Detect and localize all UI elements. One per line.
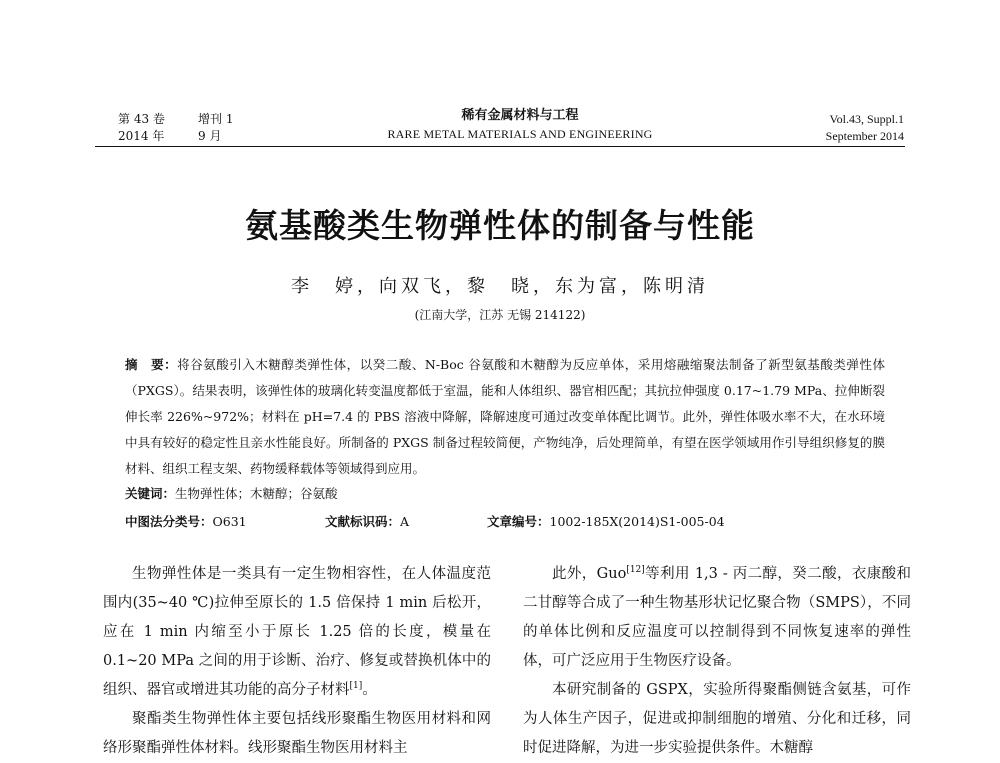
year-cn: 2014 年 [118,129,165,143]
abstract [125,352,885,482]
body-paragraph: 本研究制备的 GSPX，实验所得聚酯侧链含氨基，可作为人体生产因子，促进或抑制细胞的增殖、分化和迁移，同时促进降解，为进一步实验提供条件。木糖醇 [523,682,911,756]
keywords-text: 生物弹性体；木糖醇；谷氨酸 [175,486,338,501]
body-column-right [523,560,911,763]
citation: [1] [349,681,363,692]
citation: [12] [626,565,645,576]
clc-value: O631 [212,514,247,529]
abstract-text: 将谷氨酸引入木糖醇类弹性体，以癸二酸、N-Boc 谷氨酸和木糖醇为反应单体，采用熔融缩聚法制备了新型氨基酸类弹性体（PXGS）。结果表明，该弹性体的玻璃化转变温度都低于室温，能和人体组织、器官相匹配；其抗拉伸强度 0.17~1.79 MPa、拉伸断裂伸长率 226%~972%；材料在 pH=7.4 的 PBS 溶液中降解，降解速度可通过改变单体配比调节。此外，弹性体吸水率不大，在水环境中具有较好的稳定性且亲水性能良好。所制备的 PXGS 制备过程较简便，产物纯净，后处理简单，有望在医学领域用作引导组织修复的膜材料、组织工程支架、药物缓释载体等领域得到应用。 [125,357,885,476]
doc-label: 文献标识码： [325,514,401,529]
doc-value: A [400,514,410,529]
paper-authors: 李 婷，向双飞，黎 晓，东为富，陈明清 [291,276,709,297]
paper-title: 氨基酸类生物弹性体的制备与性能 [245,206,755,245]
clc-label: 中图法分类号： [125,514,213,529]
clc-code [125,512,247,532]
keywords-label: 关键词： [125,486,176,501]
abstract-label: 摘 要： [125,357,178,372]
document-code [325,512,410,532]
header-rule [95,146,905,147]
volume-cn: 第 43 卷 [118,112,165,126]
date-en: September 2014 [825,129,904,143]
keywords [125,484,338,504]
journal-name-cn: 稀有金属材料与工程 [461,108,579,123]
body-paragraph: 此外，Guo[12]等利用 1,3 - 丙二醇，癸二酸，衣康酸和二甘醇等合成了一种生物基形状记忆聚合物（SMPS），不同的单体比例和反应温度可以控制得到不同恢复速率的弹性体，可广泛应用于生物医疗设备。 [523,565,911,669]
journal-name-en: RARE METAL MATERIALS AND ENGINEERING [387,127,653,141]
journal-volume-info [118,111,233,145]
issue-cn: 增刊 1 [198,112,234,126]
article-label: 文章编号： [487,514,550,529]
volume-en: Vol.43, Suppl.1 [829,112,904,126]
journal-name [360,107,680,143]
author-affiliation: (江南大学，江苏 无锡 214122) [414,308,586,322]
body-paragraph: 聚酯类生物弹性体主要包括线形聚酯生物医用材料和网络形聚酯弹性体材料。线形聚酯生物医用材料主 [103,711,491,756]
body-column-left [103,560,491,763]
article-number [487,512,725,532]
journal-volume-info-en [826,111,904,145]
body-paragraph: 生物弹性体是一类具有一定生物相容性，在人体温度范围内(35~40 ℃)拉伸至原长的 1.5 倍保持 1 min 后松开，应在 1 min 内缩至小于原长 1.25 倍的长度，模量在 0.1~20 MPa 之间的用于诊断、治疗、修复或替换机体中的组织、器官或增进其功能的高分子材料[1]。 [103,566,491,698]
month-cn: 9 月 [198,129,222,143]
article-value: 1002-185X(2014)S1-005-04 [549,514,725,529]
